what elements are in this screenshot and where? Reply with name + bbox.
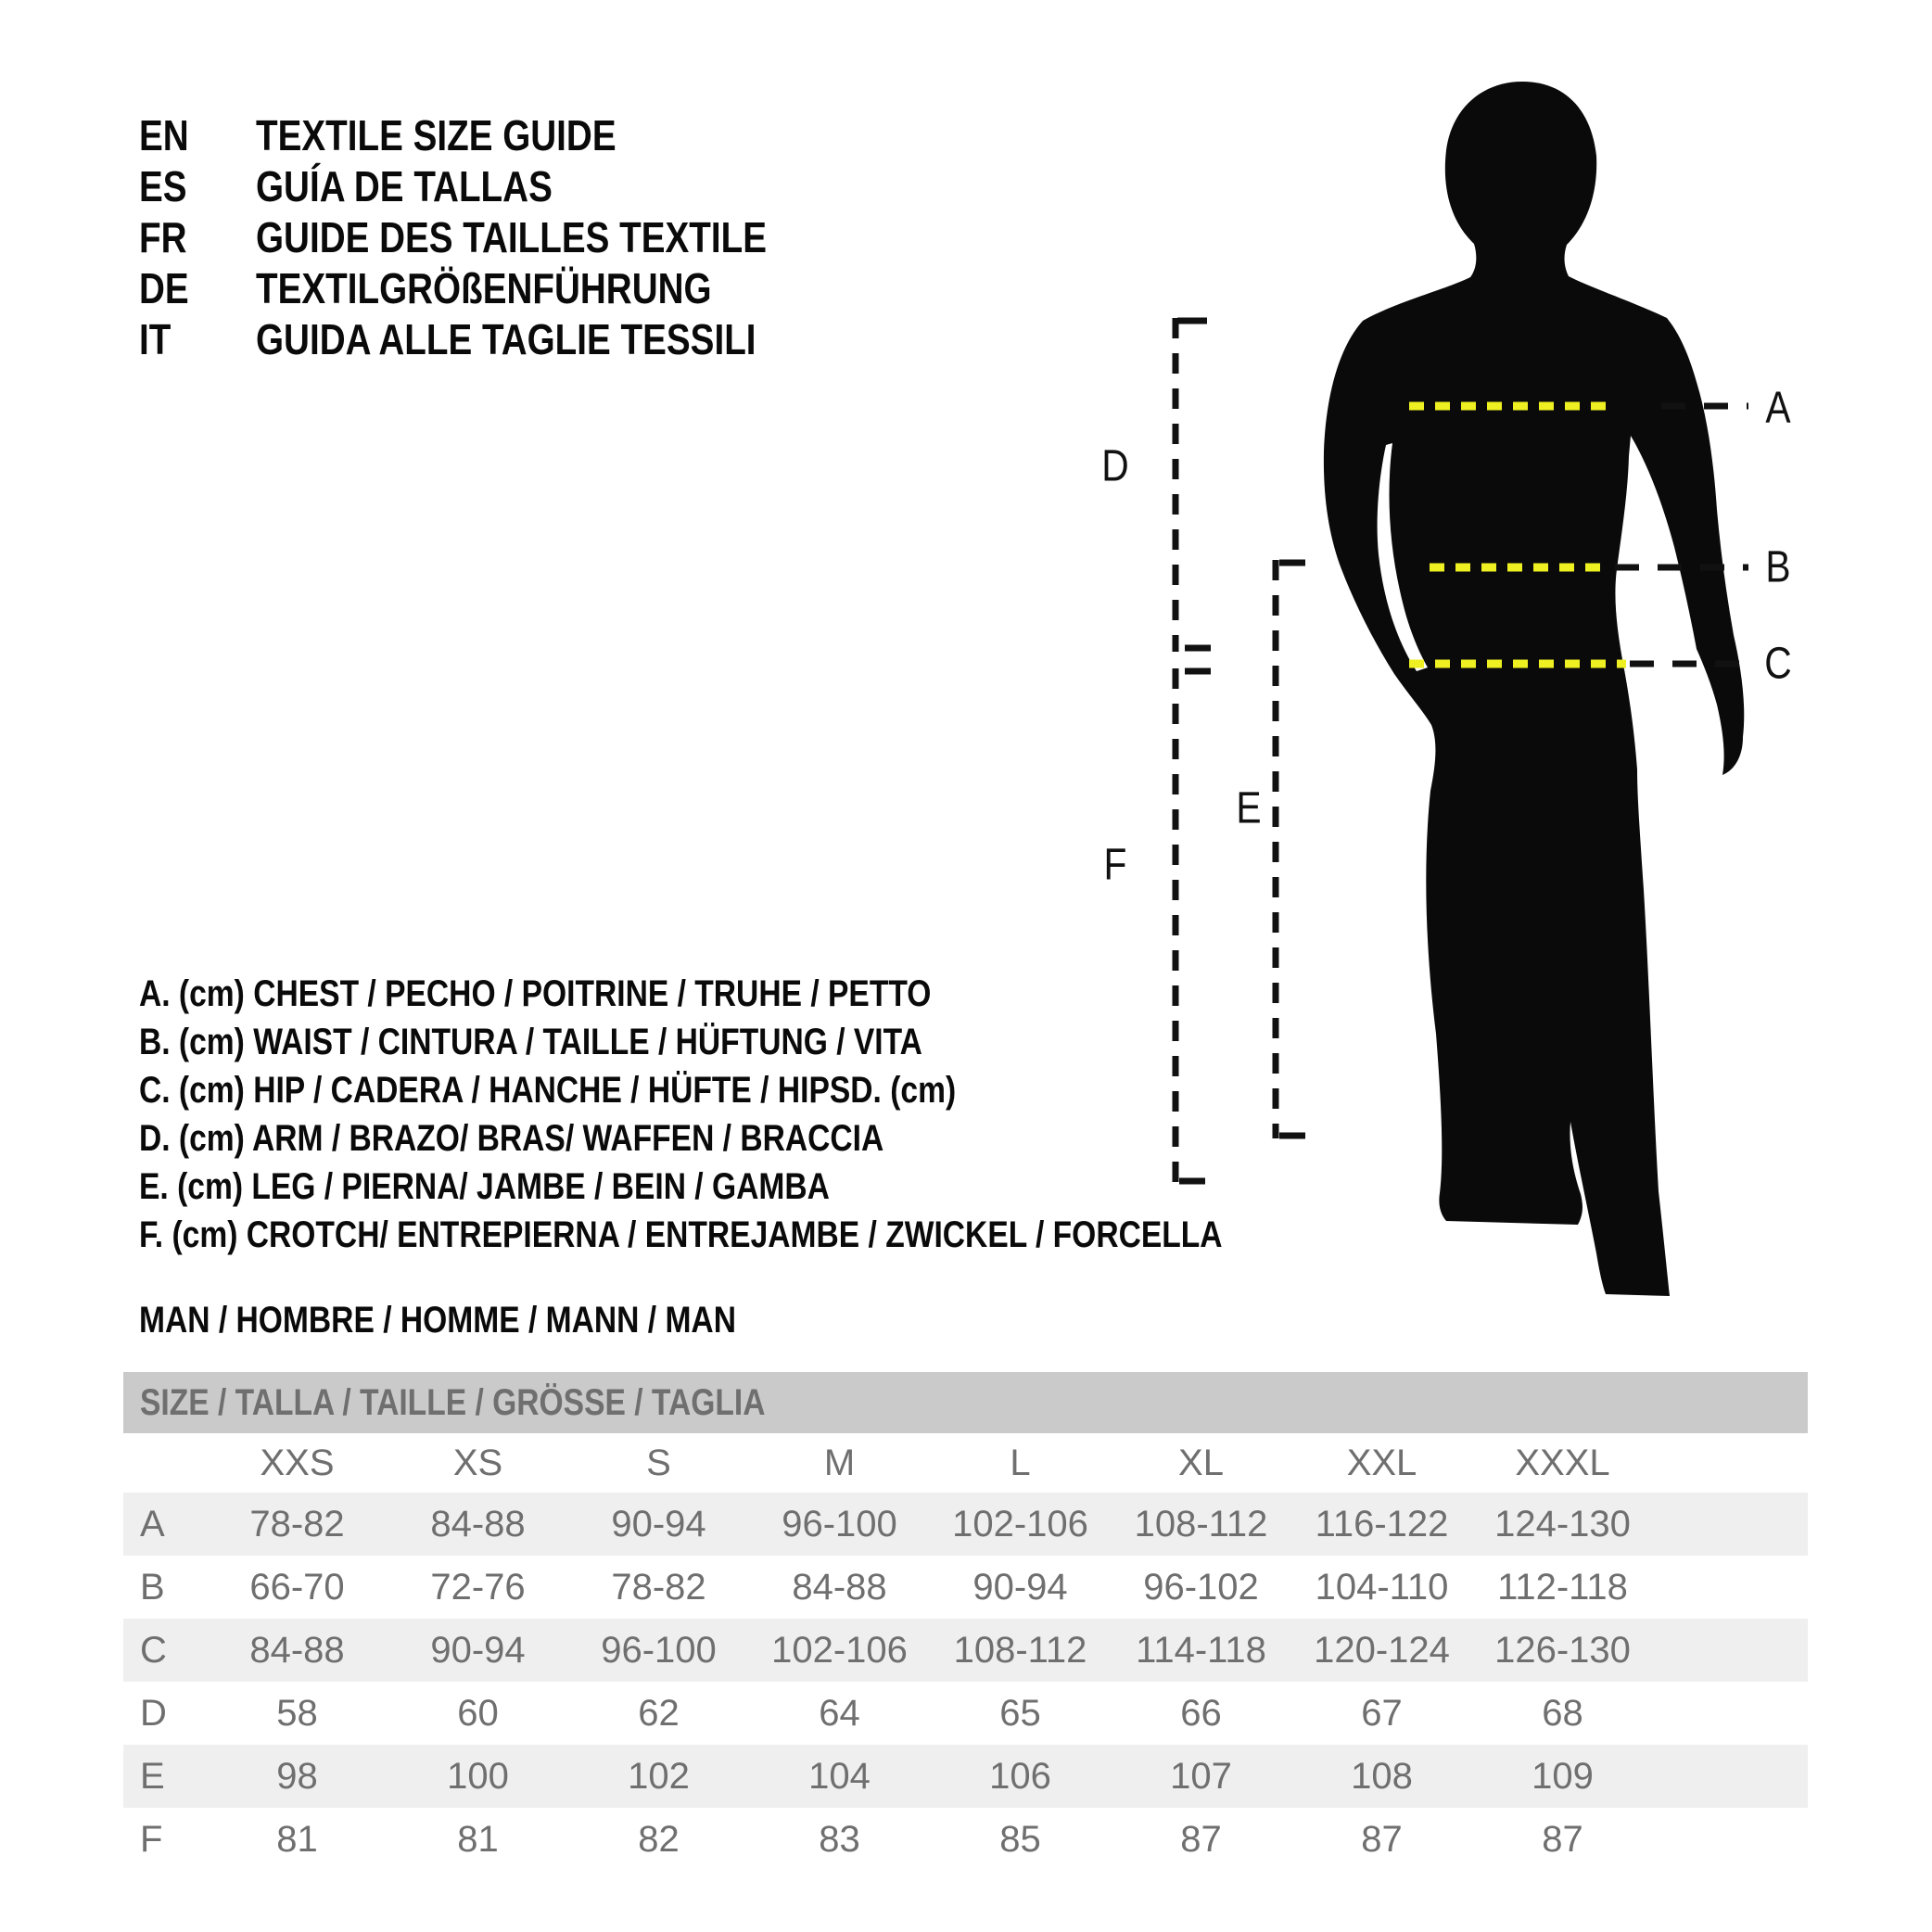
cell: 107 (1111, 1745, 1291, 1808)
cell: 104-110 (1315, 1566, 1449, 1608)
cell: 62 (638, 1692, 680, 1734)
cell: 112-118 (1497, 1566, 1628, 1608)
cell: 84-88 (792, 1566, 887, 1608)
cell: 90-94 (972, 1566, 1068, 1608)
cell: 84-88 (207, 1619, 388, 1682)
cell: 106 (930, 1745, 1111, 1808)
legend-line-arm: D. (cm) ARM / BRAZO/ BRAS/ WAFFEN / BRACCIA (139, 1117, 884, 1159)
cell: 102 (568, 1745, 749, 1808)
cell: 72-76 (430, 1566, 526, 1608)
cell: 120-124 (1291, 1619, 1472, 1682)
column-header: XL (1178, 1442, 1224, 1483)
size-table-section (123, 1372, 1808, 1871)
language-title: TEXTILE SIZE GUIDE (256, 110, 616, 159)
measure-legend (139, 970, 1429, 1259)
table-row-leg (123, 1745, 1808, 1808)
row-label: A (123, 1493, 207, 1556)
language-title: TEXTILGRÖßENFÜHRUNG (256, 263, 712, 312)
cell: 108-112 (1111, 1493, 1291, 1556)
column-header: L (1010, 1442, 1031, 1483)
size-table-title: SIZE / TALLA / TAILLE / GRÖSSE / TAGLIA (140, 1381, 766, 1423)
mark-crotch-f: F (1103, 840, 1127, 890)
mark-chest-a: A (1765, 383, 1791, 433)
cell: 64 (819, 1692, 860, 1734)
cell: 58 (276, 1692, 318, 1734)
table-row-hip (123, 1619, 1808, 1682)
cell: 66-70 (249, 1566, 345, 1608)
cell: 116-122 (1291, 1493, 1472, 1556)
mark-leg-e: E (1236, 783, 1262, 833)
mark-waist-b: B (1765, 542, 1791, 592)
table-row-crotch (123, 1808, 1808, 1871)
cell: 90-94 (388, 1619, 568, 1682)
cell-filler (1653, 1682, 1808, 1745)
cell: 102-106 (749, 1619, 930, 1682)
mark-arm-d: D (1101, 441, 1129, 491)
table-row-waist (123, 1556, 1808, 1619)
cell: 87 (1542, 1818, 1583, 1860)
cell: 65 (999, 1692, 1041, 1734)
cell: 60 (457, 1692, 499, 1734)
cell: 104 (749, 1745, 930, 1808)
cell: 82 (638, 1818, 680, 1860)
cell: 100 (388, 1745, 568, 1808)
cell: 87 (1361, 1818, 1403, 1860)
cell: 96-100 (749, 1493, 930, 1556)
legend-line-leg: E. (cm) LEG / PIERNA/ JAMBE / BEIN / GAMBA (139, 1165, 830, 1207)
cell-filler (1653, 1808, 1808, 1871)
row-label: E (123, 1745, 207, 1808)
cell: 96-100 (568, 1619, 749, 1682)
legend-line-hip: C. (cm) HIP / CADERA / HANCHE / HÜFTE / HIPSD. (cm) (139, 1069, 957, 1111)
language-title: GUÍA DE TALLAS (256, 161, 553, 210)
cell: 96-102 (1143, 1566, 1259, 1608)
cell: 102-106 (930, 1493, 1111, 1556)
cell-filler (1653, 1619, 1808, 1682)
table-row-arm (123, 1682, 1808, 1745)
cell-filler (1653, 1556, 1808, 1619)
legend-line-chest: A. (cm) CHEST / PECHO / POITRINE / TRUHE / PETTO (139, 972, 932, 1014)
cell: 85 (999, 1818, 1041, 1860)
legend-line-crotch: F. (cm) CROTCH/ ENTREPIERNA / ENTREJAMBE / ZWICKEL / FORCELLA (139, 1214, 1223, 1255)
row-label: C (123, 1619, 207, 1682)
cell: 98 (207, 1745, 388, 1808)
language-title: GUIDE DES TAILLES TEXTILE (256, 212, 768, 261)
language-code: IT (139, 314, 172, 363)
language-title: GUIDA ALLE TAGLIE TESSILI (256, 314, 756, 363)
cell: 90-94 (568, 1493, 749, 1556)
cell: 114-118 (1111, 1619, 1291, 1682)
cell: 108 (1291, 1745, 1472, 1808)
column-header: S (646, 1442, 671, 1483)
language-code: ES (139, 161, 187, 210)
cell: 81 (276, 1818, 318, 1860)
language-code: DE (139, 263, 189, 312)
size-table-title-bar (123, 1372, 1808, 1433)
cell: 66 (1180, 1692, 1222, 1734)
category-line: MAN / HOMBRE / HOMME / MANN / MAN (139, 1299, 736, 1341)
size-header-spacer (123, 1433, 207, 1493)
legend-line-waist: B. (cm) WAIST / CINTURA / TAILLE / HÜFTUNG / VITA (139, 1021, 922, 1062)
cell: 67 (1361, 1692, 1403, 1734)
cell: 81 (457, 1818, 499, 1860)
row-label: F (140, 1818, 163, 1860)
table-row-chest (123, 1493, 1808, 1556)
language-code: FR (139, 212, 187, 261)
cell: 126-130 (1472, 1619, 1653, 1682)
row-label: B (140, 1566, 165, 1608)
column-filler (1653, 1433, 1808, 1493)
cell: 68 (1542, 1692, 1583, 1734)
cell-filler (1653, 1493, 1808, 1556)
column-header: XXS (260, 1442, 335, 1483)
cell: 108-112 (930, 1619, 1111, 1682)
size-table (123, 1433, 1808, 1871)
cell: 78-82 (611, 1566, 706, 1608)
language-code: EN (139, 110, 189, 159)
cell: 87 (1180, 1818, 1222, 1860)
column-header: XXL (1346, 1442, 1417, 1483)
row-label: D (140, 1692, 167, 1734)
cell: 109 (1472, 1745, 1653, 1808)
cell: 124-130 (1472, 1493, 1653, 1556)
cell: 84-88 (388, 1493, 568, 1556)
cell: 78-82 (207, 1493, 388, 1556)
cell-filler (1653, 1745, 1808, 1808)
mark-hip-c: C (1764, 639, 1792, 689)
cell: 83 (819, 1818, 860, 1860)
column-header: M (823, 1442, 856, 1483)
size-header-row (123, 1433, 1808, 1493)
column-header: XS (452, 1442, 503, 1483)
column-header: XXXL (1515, 1442, 1610, 1483)
